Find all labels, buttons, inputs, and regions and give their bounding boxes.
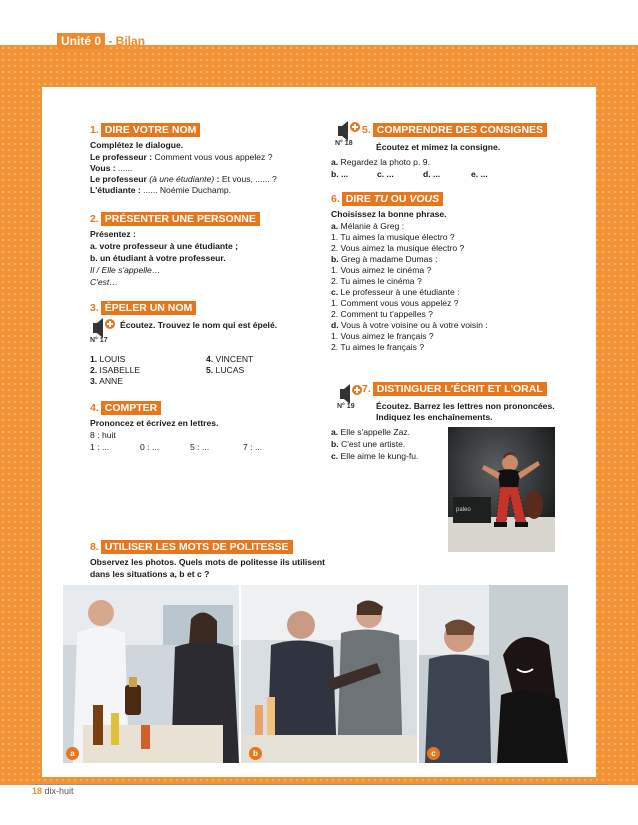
s8-instruction-2: dans les situations a, b et c ?: [90, 569, 210, 579]
speaker-icon: [340, 384, 364, 404]
s5-instruction: Écoutez et mimez la consigne.: [376, 142, 501, 152]
s7-instruction-2: Indiquez les enchaînements.: [376, 412, 493, 422]
s2-instruction: Présentez :: [90, 229, 136, 239]
s3-item-3: 3. ANNE: [90, 376, 123, 386]
speaker-icon: [93, 318, 117, 338]
section-7-title: 7. DISTINGUER L'ÉCRIT ET L'ORAL: [362, 383, 547, 395]
s6-b-option-1: 1. Vous aimez le cinéma ?: [331, 265, 432, 275]
page-number-word: dix-huit: [44, 786, 74, 796]
s3-item-2: 2. ISABELLE: [90, 365, 141, 375]
s5-item-a: a. Regardez la photo p. 9.: [331, 157, 430, 167]
section-8-title: 8. UTILISER LES MOTS DE POLITESSE: [90, 541, 293, 553]
s6-c-option-2: 2. Comment tu t'appelles ?: [331, 309, 433, 319]
unit-tag: Unité 0: [57, 33, 105, 49]
s4-item-3: 5 : ...: [190, 442, 210, 452]
s4-item-1: 1 : ...: [90, 442, 110, 452]
audio-ref: N° 17: [90, 337, 108, 344]
politeness-photo-c: [419, 585, 568, 763]
s2-example-1: Il / Elle s'appelle…: [90, 265, 161, 275]
s6-item-c: c. Le professeur à une étudiante :: [331, 287, 460, 297]
page-footer: [32, 786, 74, 796]
s6-d-option-1: 1. Vous aimez le français ?: [331, 331, 434, 341]
politeness-photo-b: [241, 585, 417, 763]
photo-label-c: c: [427, 747, 440, 760]
s3-instruction: Écoutez. Trouvez le nom qui est épelé.: [120, 320, 278, 330]
s2-item-b: b. un étudiant à votre professeur.: [90, 253, 226, 263]
s7-instruction-1: Écoutez. Barrez les lettres non prononcées.: [376, 401, 555, 411]
s6-a-option-1: 1. Tu aimes la musique électro ?: [331, 232, 455, 242]
s4-item-2: 0 : ...: [140, 442, 160, 452]
s6-a-option-2: 2. Vous aimez la musique électro ?: [331, 243, 465, 253]
page-header: [57, 34, 145, 48]
s3-item-1: 1. LOUIS: [90, 354, 126, 364]
s1-instruction: Complétez le dialogue.: [90, 140, 184, 150]
s2-item-a: a. votre professeur à une étudiante ;: [90, 241, 239, 251]
s5-item-d: d. ...: [423, 169, 441, 179]
audio-ref: N° 18: [335, 140, 353, 147]
s5-item-e: e. ...: [471, 169, 488, 179]
audio-ref: N° 19: [337, 403, 355, 410]
audio-track-17[interactable]: [90, 318, 121, 350]
s6-item-b: b. Greg à madame Dumas :: [331, 254, 438, 264]
s8-instruction-1: Observez les photos. Quels mots de politesse ils utilisent: [90, 557, 325, 567]
s4-item-4: 7 : ...: [243, 442, 263, 452]
s5-item-b: b. ...: [331, 169, 349, 179]
s3-item-4: 4. VINCENT: [206, 354, 254, 364]
s3-item-5: 5. LUCAS: [206, 365, 245, 375]
s1-line-2: Vous : ......: [90, 163, 133, 173]
s2-example-2: C'est…: [90, 277, 118, 287]
s6-item-a: a. Mélanie à Greg :: [331, 221, 405, 231]
s6-d-option-2: 2. Tu aimes le français ?: [331, 342, 425, 352]
s6-b-option-2: 2. Tu aimes le cinéma ?: [331, 276, 422, 286]
header-title: - Bilan: [105, 34, 146, 48]
s6-item-d: d. Vous à votre voisine ou à votre voisin :: [331, 320, 488, 330]
singer-stage-photo: [448, 427, 555, 552]
photo-label-b: b: [249, 747, 262, 760]
section-3-title: 3. ÉPELER UN NOM: [90, 302, 196, 314]
section-4-title: 4. COMPTER: [90, 402, 161, 414]
s6-c-option-1: 1. Comment vous vous appelez ?: [331, 298, 459, 308]
section-5-title: 5. COMPRENDRE DES CONSIGNES: [362, 124, 547, 136]
s7-item-c: c. Elle aime le kung-fu.: [331, 451, 419, 461]
section-2-title: 2. PRÉSENTER UNE PERSONNE: [90, 213, 260, 225]
section-6-title: 6. DIRE TU OU VOUS: [331, 193, 443, 205]
s1-line-1: Le professeur : Comment vous vous appelez ?: [90, 152, 273, 162]
s1-line-4: L'étudiante : ...... Noémie Duchamp.: [90, 185, 232, 195]
politeness-photo-a: [63, 585, 239, 763]
s6-instruction: Choisissez la bonne phrase.: [331, 209, 447, 219]
s4-example: 8 : huit: [90, 430, 116, 440]
photo-label-a: a: [66, 747, 79, 760]
s5-item-c: c. ...: [377, 169, 394, 179]
s1-line-3: Le professeur (à une étudiante) : Et vous, ...... ?: [90, 174, 277, 184]
s7-item-a: a. Elle s'appelle Zaz.: [331, 427, 411, 437]
s7-item-b: b. C'est une artiste.: [331, 439, 406, 449]
page-number: 18: [32, 786, 43, 796]
speaker-icon: [338, 121, 362, 141]
stage-sign: paleo: [456, 507, 471, 513]
s4-instruction: Prononcez et écrivez en lettres.: [90, 418, 219, 428]
section-1-title: 1. DIRE VOTRE NOM: [90, 124, 200, 136]
footer-rule: [30, 784, 608, 785]
